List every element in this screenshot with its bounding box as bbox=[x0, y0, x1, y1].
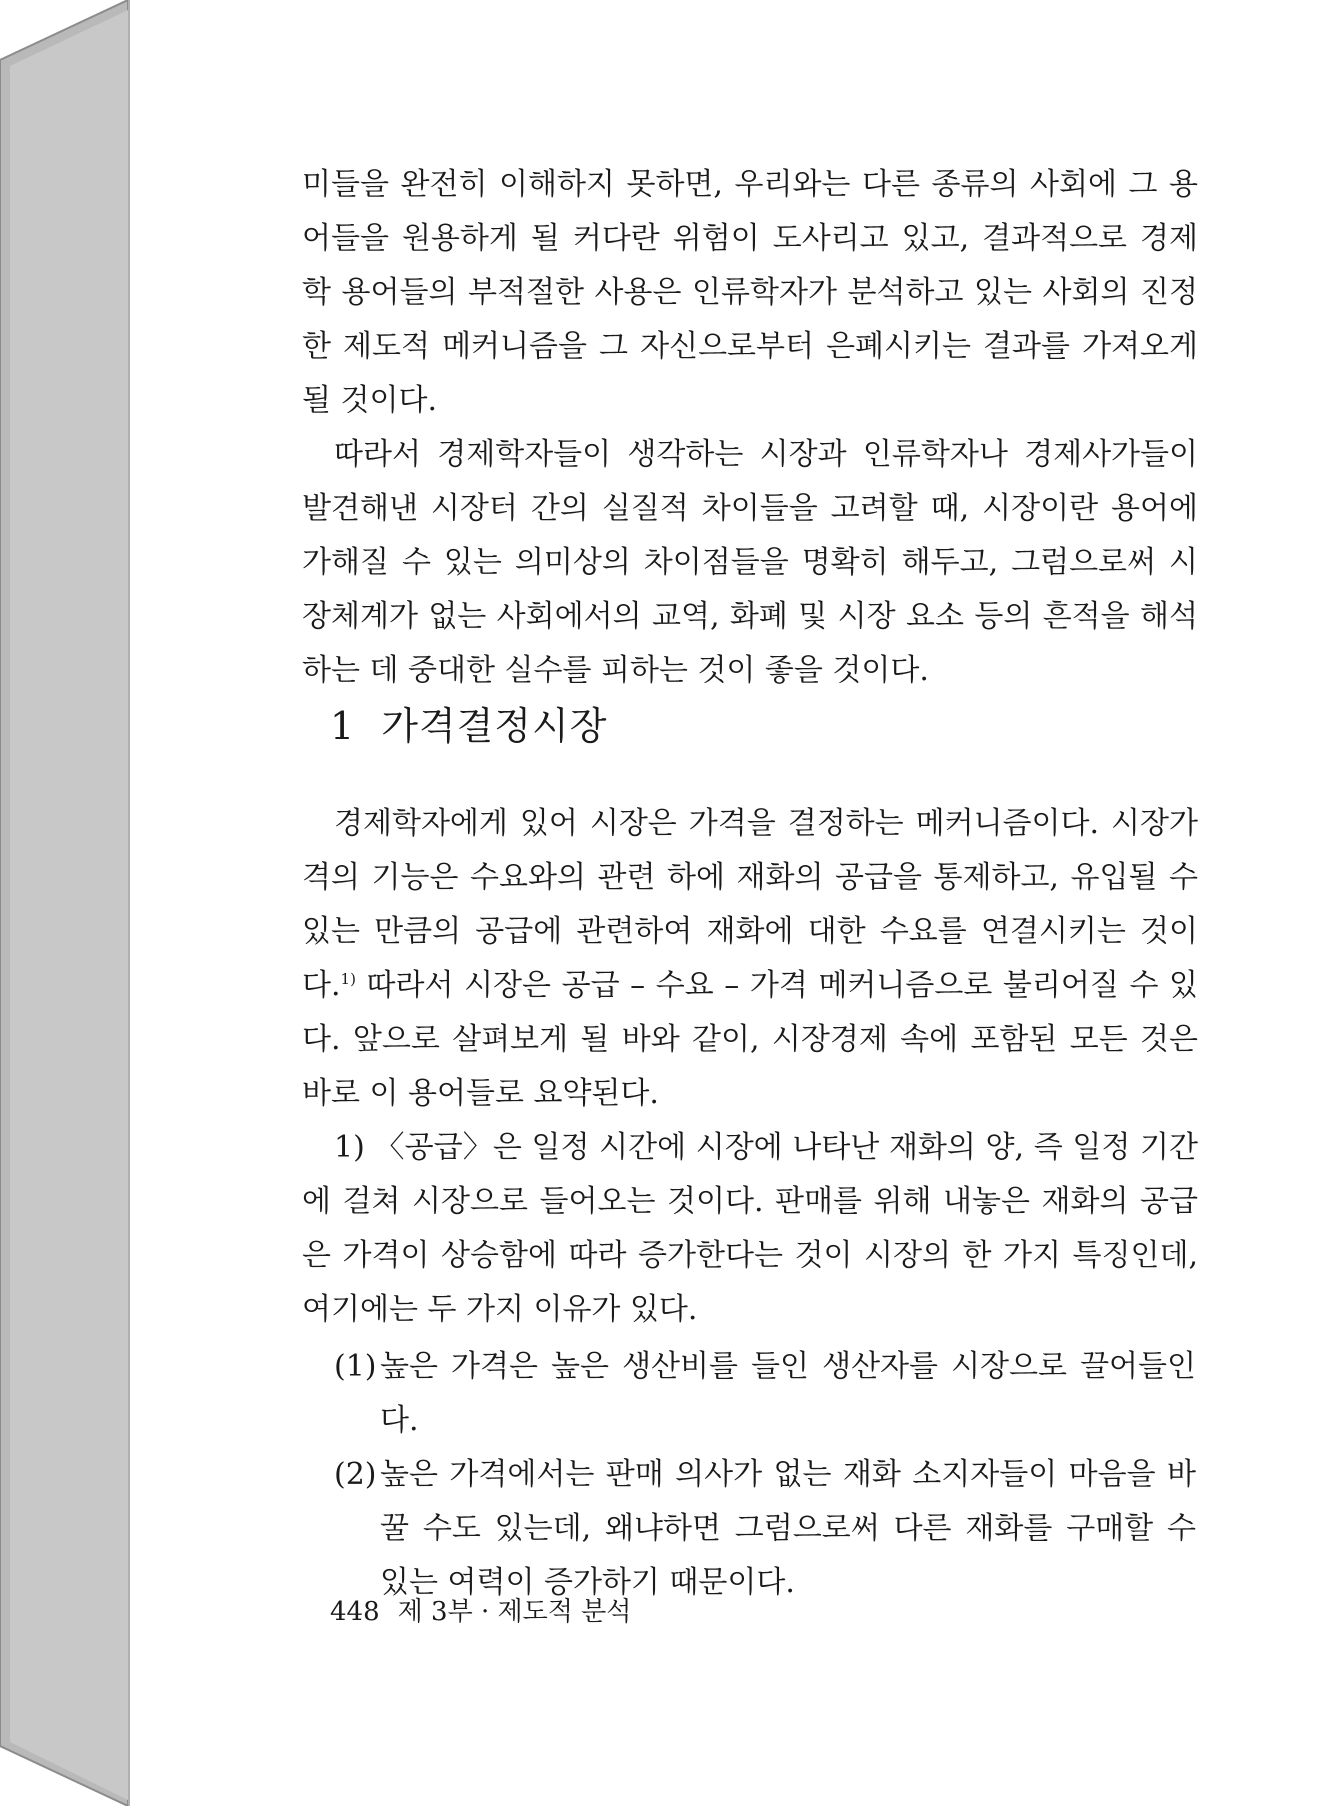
list-item bbox=[334, 1448, 1196, 1610]
section-heading bbox=[330, 698, 607, 754]
numbered-list bbox=[334, 1340, 1196, 1610]
paragraph-text: 경제학자에게 있어 시장은 가격을 결정하는 메커니즘이다. 시장가격의 기능은 수요와의 관련 하에 재화의 공급을 통제하고, 유입될 수 있는 만큼의 공급에 관련하여 재화에 대한 수요를 연결시키는 것이다. bbox=[302, 806, 1198, 1003]
list-item bbox=[334, 1340, 1196, 1448]
paragraph bbox=[302, 797, 1198, 1121]
section-title: 가격결정시장 bbox=[381, 704, 608, 748]
running-footer-title: 제 3부 · 제도적 분석 bbox=[397, 1597, 632, 1627]
list-item-text: 높은 가격은 높은 생산비를 들인 생산자를 시장으로 끌어들인다. bbox=[380, 1349, 1196, 1438]
page-number: 448 bbox=[330, 1597, 380, 1627]
paragraph: 따라서 경제학자들이 생각하는 시장과 인류학자나 경제사가들이 발견해낸 시장터 간의 실질적 차이들을 고려할 때, 시장이란 용어에 가해질 수 있는 의미상의 차이점들을 명확히 해두고, 그럼으로써 시장체계가 없는 사회에서의 교역, 화폐 및 시장 요소 등의 흔적을 해석하는 데 중대한 실수를 피하는 것이 좋을 것이다. bbox=[302, 437, 1198, 688]
footnote-marker: 1) bbox=[340, 970, 356, 988]
page-footer bbox=[330, 1592, 631, 1632]
section-number: 1 bbox=[330, 704, 356, 748]
list-item-number: (2) bbox=[334, 1457, 377, 1492]
list-item-number: (1) bbox=[334, 1349, 377, 1384]
paragraph: 1) 〈공급〉은 일정 시간에 시장에 나타난 재화의 양, 즉 일정 기간에 걸쳐 시장으로 들어오는 것이다. 판매를 위해 내놓은 재화의 공급은 가격이 상승함에 따라 증가한다는 것이 시장의 한 가지 특징인데, 여기에는 두 가지 이유가 있다. bbox=[302, 1130, 1198, 1327]
top-text-block bbox=[302, 158, 1198, 698]
mid-text-block bbox=[302, 797, 1198, 1337]
book-spine-highlight bbox=[10, 10, 128, 1800]
paragraph-text: 따라서 시장은 공급 – 수요 – 가격 메커니즘으로 불리어질 수 있다. 앞으로 살펴보게 될 바와 같이, 시장경제 속에 포함된 모든 것은 바로 이 용어들로 요약된다. bbox=[302, 968, 1198, 1111]
list-item-text: 높은 가격에서는 판매 의사가 없는 재화 소지자들이 마음을 바꿀 수도 있는데, 왜냐하면 그럼으로써 다른 재화를 구매할 수 있는 여력이 증가하기 때문이다. bbox=[380, 1457, 1196, 1600]
paragraph: 미들을 완전히 이해하지 못하면, 우리와는 다른 종류의 사회에 그 용어들을 원용하게 될 커다란 위험이 도사리고 있고, 결과적으로 경제학 용어들의 부적절한 사용은 인류학자가 분석하고 있는 사회의 진정한 제도적 메커니즘을 그 자신으로부터 은폐시키는 결과를 가져오게 될 것이다. bbox=[302, 167, 1198, 418]
